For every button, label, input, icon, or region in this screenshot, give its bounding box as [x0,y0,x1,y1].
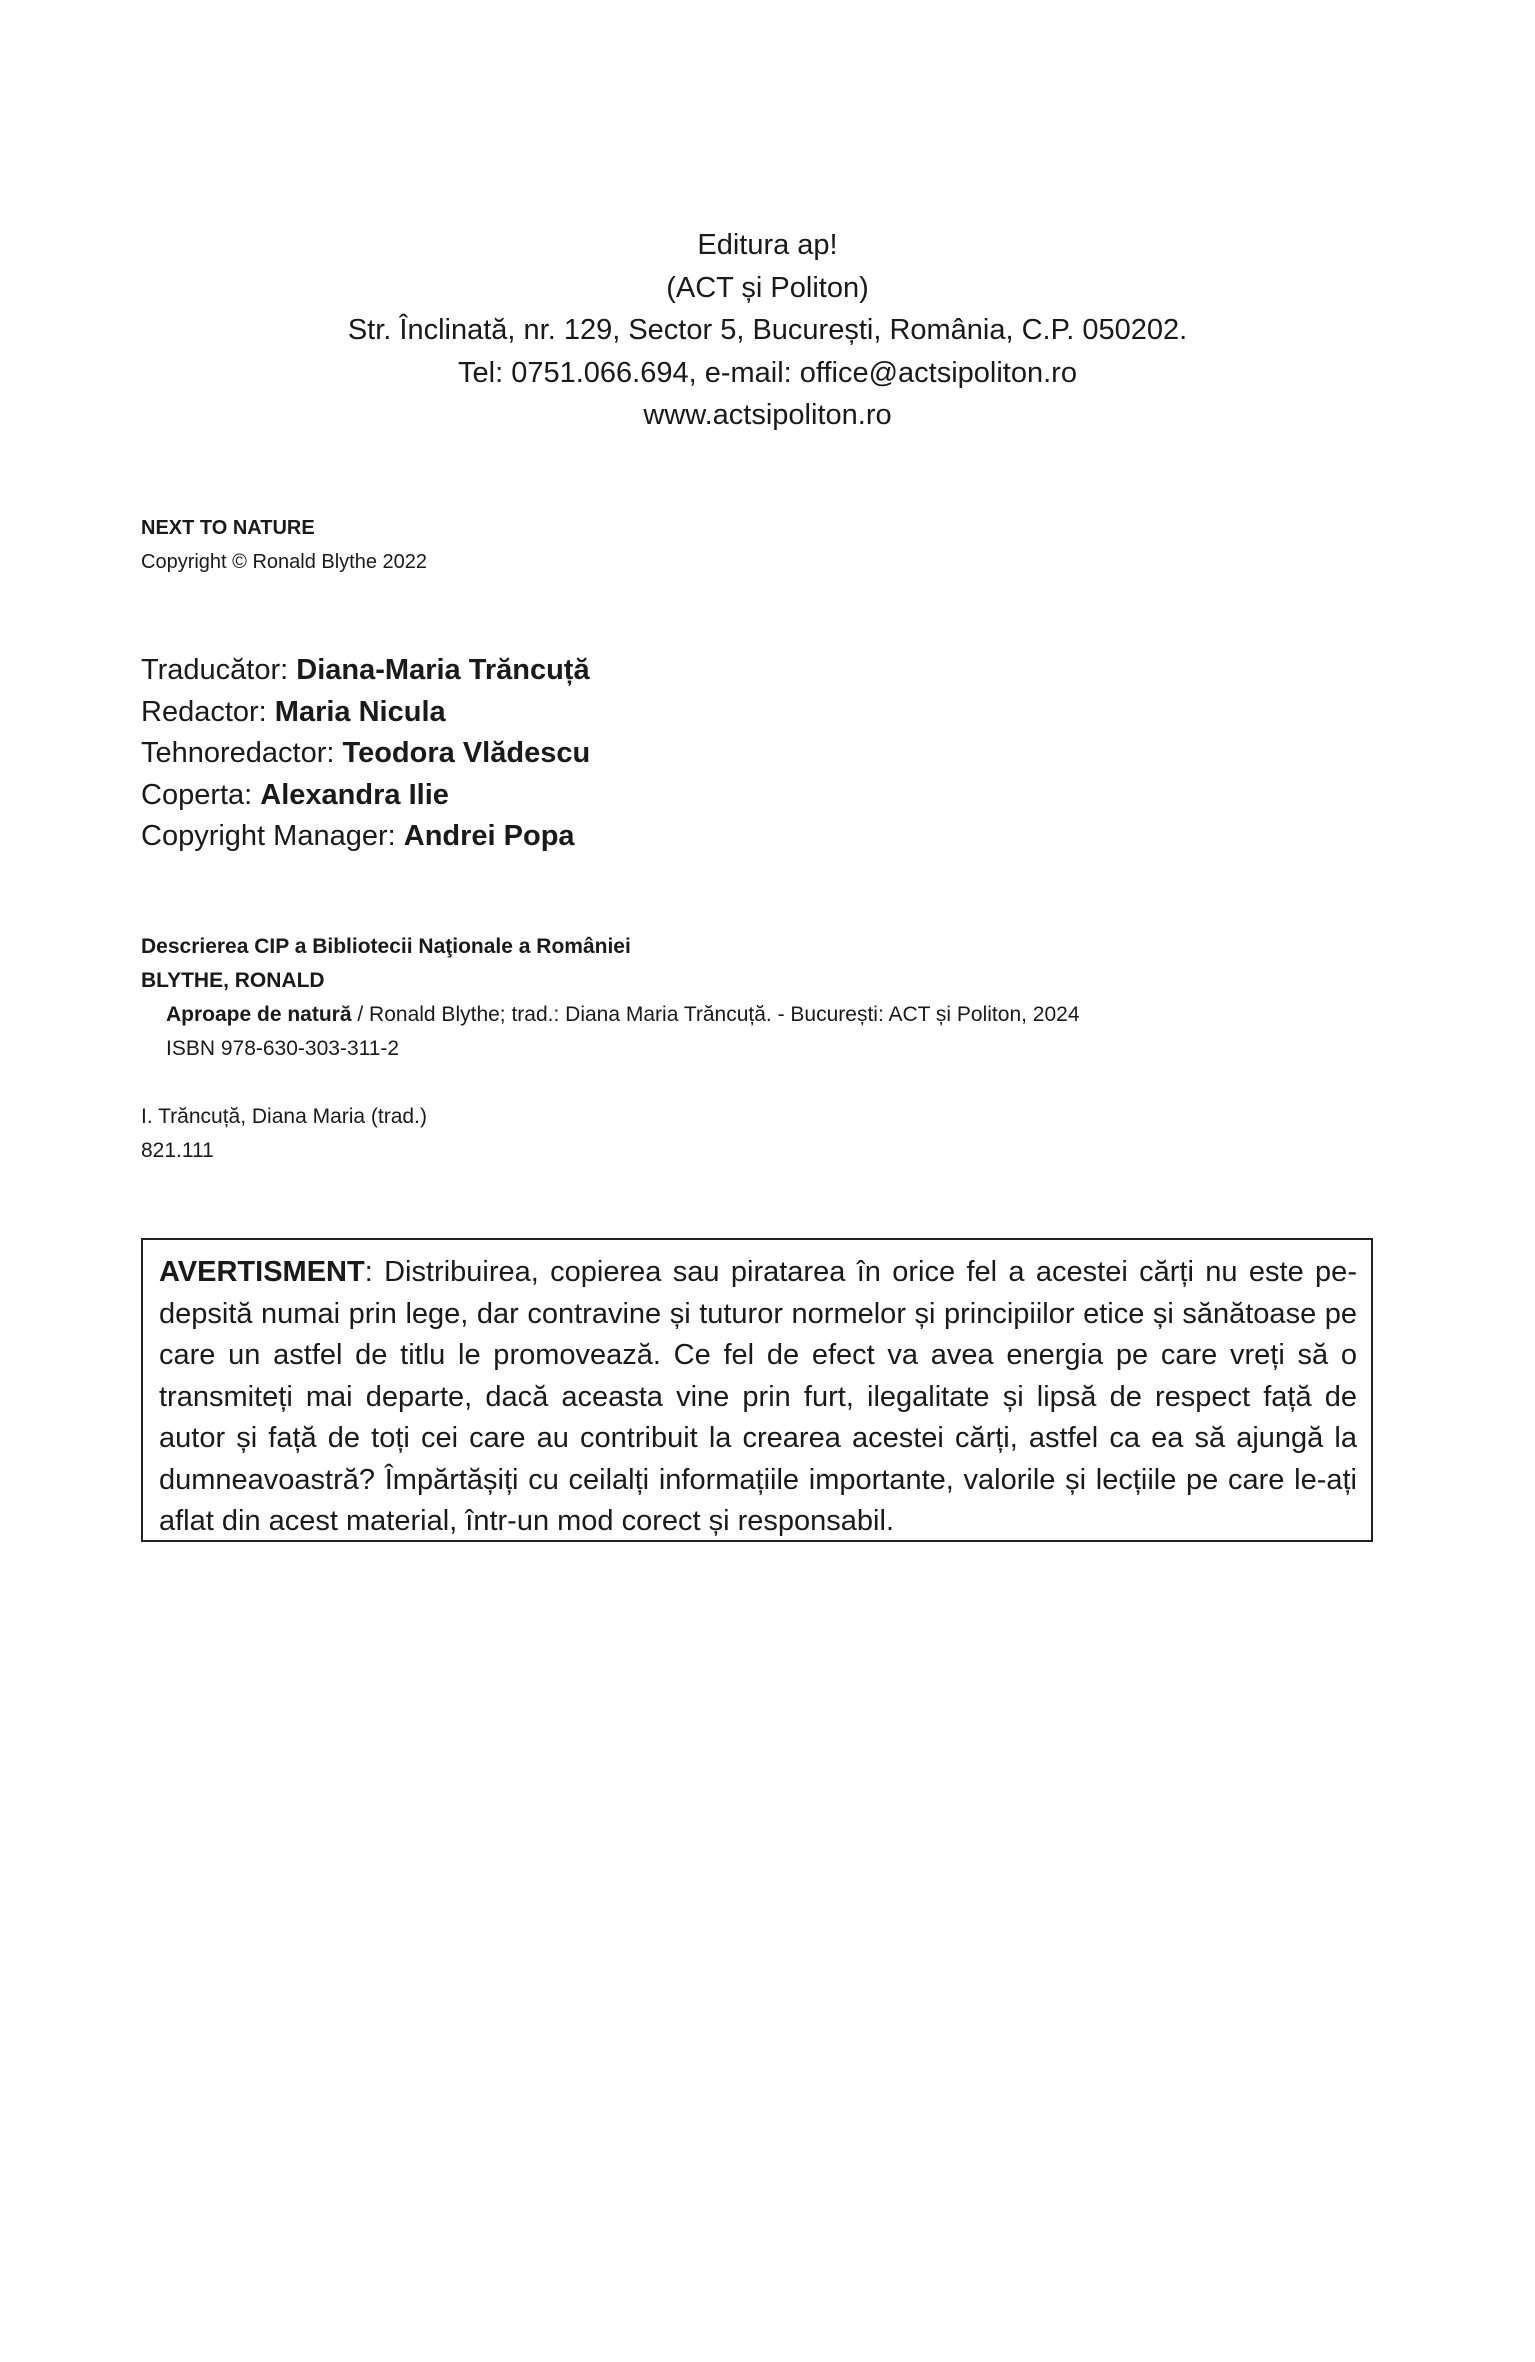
cip-isbn: ISBN 978-630-303-311-2 [166,1037,400,1060]
credit-name: Teodora Vlădescu [342,737,591,769]
cip-description [141,930,1080,1168]
publisher-website: www.actsipoliton.ro [643,399,892,431]
credit-translator [141,650,590,692]
warning-text: : Distribuirea, copierea sau piratarea în orice fel a acestei cărți nu este pedepsită numai prin lege, dar contravine și tuturor normelor și principiilor etice și sănătoase pe care un astfel de titlu le promovează. Ce fel de efect va avea energia pe care vreți să o transmiteți mai departe, dacă aceasta vine prin furt, ilegalitate și lipsă de respect față de autor și față de toți cei care au contribuit la crearea acestei cărți, astfel ca ea să ajungă la dumneavoastră? Împărtășiți cu ceilalți informațiile importante, valorile și lecțiile pe care le-ați aflat din acest material, într-un mod corect și responsabil. [159,1256,1357,1537]
credit-name: Diana-Maria Trăncuță [296,654,590,686]
credit-role: Traducător: [141,654,297,686]
original-edition [141,511,427,579]
credit-copyright-manager [141,816,590,858]
credit-role: Coperta: [141,778,261,811]
credit-cover [141,775,590,817]
credit-role: Tehnoredactor: [141,737,343,769]
warning-lead: AVERTISMENT [159,1256,365,1288]
credit-name: Maria Nicula [274,695,446,728]
cip-spacer [141,1066,1080,1100]
cip-classification: 821.111 [141,1139,214,1162]
credits-list [141,650,590,858]
warning-box [141,1238,1373,1542]
credit-role: Redactor: [141,695,275,728]
original-title: NEXT TO NATURE [141,517,315,539]
cip-book-entry [141,998,1080,1032]
credit-name: Andrei Popa [403,820,575,852]
credit-name: Alexandra Ilie [260,778,449,811]
publisher-name: Editura ap! [697,229,838,261]
original-copyright: Copyright © Ronald Blythe 2022 [141,551,428,573]
credit-typesetter [141,733,590,775]
credit-role: Copyright Manager: [141,820,404,852]
cip-book-title: Aproape de natură [166,1003,352,1026]
publisher-address: Str. Înclinată, nr. 129, Sector 5, București, România, C.P. 050202. [347,314,1188,346]
cip-author: BLYTHE, RONALD [141,969,325,992]
cip-book-details: / Ronald Blythe; trad.: Diana Maria Trăncuță. - București: ACT și Politon, 2024 [351,1003,1080,1026]
cip-heading: Descrierea CIP a Bibliotecii Naţionale a României [141,935,631,958]
publisher-info [0,224,1535,437]
publisher-contact: Tel: 0751.066.694, e-mail: office@actsipoliton.ro [458,356,1077,389]
publisher-imprint: (ACT și Politon) [666,271,869,304]
credit-editor [141,692,590,734]
cip-index-entry: I. Trăncuță, Diana Maria (trad.) [141,1105,427,1128]
